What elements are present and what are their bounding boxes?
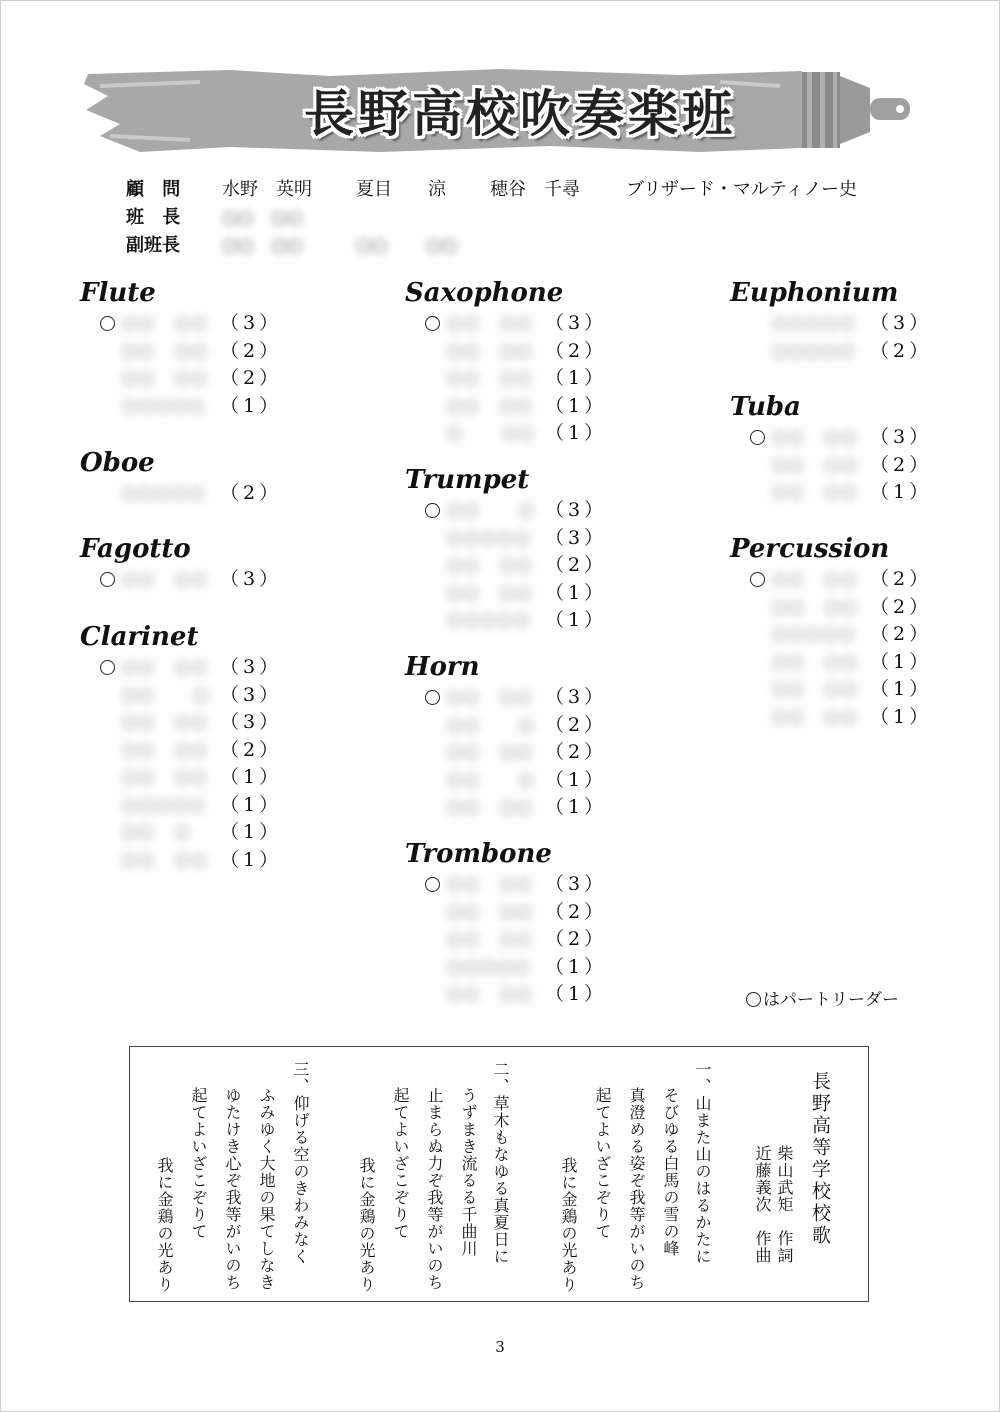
member-grade: （2） [545,928,608,950]
member-grade: （1） [545,983,608,1005]
section-title: Clarinet [80,622,199,652]
member-grade: （2） [220,367,283,389]
member-row [102,654,283,682]
member-row [102,737,283,765]
part-leader-circle-icon [100,660,115,675]
section-oboe [80,446,283,508]
member-name: ○○ ○ [447,769,536,790]
member-grade: （2） [545,554,608,576]
member-row [427,794,608,822]
part-leader-circle-icon [100,572,115,587]
circle-icon [746,992,761,1007]
member-name: ○○ ○○ [122,368,209,388]
section-title: Horn [405,652,480,682]
member-name: ○○ ○○ [772,596,859,617]
member-name: ○○ ○○ [772,679,859,699]
member-row [102,365,283,393]
member-grade: （2） [545,713,608,736]
verse-line: 三、仰げる空のきわみなく [291,1061,310,1265]
advisor-name: 穂谷 千尋 [490,179,580,200]
member-row [102,393,283,421]
page-title: 長野高校吹奏楽班 [304,85,736,143]
member-list [405,684,608,822]
member-row [752,452,933,480]
part-leader-circle-icon [425,316,440,331]
section-euphonium [730,276,933,365]
vice-name: ○○ [356,235,388,256]
member-name: ○○ ○○ [447,901,534,922]
member-list [405,871,608,1009]
legend-text: はパートリーダー [763,990,899,1010]
member-row [427,739,608,767]
member-grade: （1） [870,705,933,728]
section-title: Oboe [80,448,155,478]
member-row [102,764,283,792]
member-grade: （2） [870,595,933,618]
member-row [102,819,283,847]
member-list [80,310,283,420]
member-list [80,566,283,594]
verse-line: 我に金鶏の光あり [357,1157,376,1293]
staff-block [126,176,926,260]
member-row [102,310,283,338]
member-row [427,684,608,712]
member-row [102,847,283,875]
member-grade: （1） [870,481,933,503]
member-grade: （1） [545,394,608,417]
member-grade: （3） [220,568,283,590]
section-clarinet [80,620,283,874]
member-grade: （1） [870,678,933,700]
member-row [102,682,283,710]
member-row [752,566,933,594]
advisor-label: 顧 問 [126,179,187,200]
verse-line: 真澄める姿ぞ我等がいのち [627,1087,646,1291]
verse-line: 二、草木もなゆる真夏日に [491,1061,510,1265]
member-row [427,926,608,954]
member-grade: （3） [870,426,933,448]
verse-line: 我に金鶏の光あり [559,1157,578,1293]
member-name: ○○ ○○ [447,742,534,762]
member-row [427,607,608,635]
advisor-name: 夏目 涼 [356,179,446,200]
member-name: ○○ ○○ [447,368,534,388]
member-list [730,566,933,731]
leader-row [126,204,926,232]
member-list [405,310,608,448]
member-name: ○○ ○○ [447,929,534,949]
member-row [427,310,608,338]
member-row [427,871,608,899]
member-name: ○○○○○ [447,527,532,548]
member-list [80,654,283,874]
section-title: Trombone [405,839,552,869]
verse-line: 我に金鶏の光あり [155,1157,174,1293]
member-name: ○○○○○ [772,340,857,361]
member-list [730,424,933,507]
vice-label: 副班長 [126,235,180,256]
part-leader-circle-icon [425,503,440,518]
member-grade: （1） [220,793,283,816]
member-grade: （1） [870,650,933,673]
verse-line: 起てよいざこぞりて [189,1087,208,1240]
member-row [427,365,608,393]
song-composer: 近藤義次 作曲 [753,1145,772,1264]
member-name: ○○ ○ [122,822,192,842]
member-grade: （2） [870,453,933,476]
verse-line: 止まらぬ力ぞ我等がいのち [425,1087,444,1291]
member-name: ○○ ○○ [772,454,859,475]
member-name: ○○ ○○ [447,555,534,575]
member-name: ○○ ○○ [772,569,859,589]
leader-label: 班 長 [126,207,187,228]
member-row [752,594,933,622]
member-row [427,525,608,553]
member-name: ○○ ○○ [447,874,534,894]
member-grade: （1） [545,768,608,791]
part-leader-circle-icon [425,690,440,705]
member-grade: （1） [220,394,283,417]
member-name: ○○ ○○ [447,582,534,603]
member-grade: （1） [220,766,283,788]
vice-name: ○○ ○○ [222,235,303,256]
section-title: Tuba [730,392,801,422]
verse-line: ふみゆく大地の果てしなき [257,1087,276,1291]
member-grade: （3） [545,526,608,549]
leader-name: ○○ ○○ [222,207,303,228]
member-grade: （2） [870,623,933,645]
member-name: ○○ ○ [122,684,211,705]
member-name: ○○ ○○ [772,482,859,502]
member-grade: （3） [220,312,283,334]
vice-row [126,232,926,260]
member-row [102,338,283,366]
member-grade: （1） [220,848,283,871]
member-name: ○○ ○ [447,714,536,735]
title-banner [80,66,920,154]
member-grade: （1） [545,609,608,631]
member-name: ○○ ○○ [772,706,859,727]
member-name: ○○ ○○ [772,427,859,447]
part-leader-circle-icon [425,877,440,892]
verse-line: 一、山また山のはるかたに [693,1061,712,1265]
member-grade: （1） [545,796,608,818]
member-grade: （1） [220,821,283,843]
section-title: Flute [80,278,156,308]
member-row [427,552,608,580]
vice-name: ○○ [426,235,458,256]
member-row [427,580,608,608]
member-row [752,649,933,677]
verse-line: そびゆる白馬の雪の峰 [661,1087,680,1257]
member-grade: （3） [545,873,608,895]
member-row [427,899,608,927]
member-grade: （2） [545,339,608,362]
member-grade: （3） [545,686,608,708]
member-grade: （1） [545,581,608,604]
member-name: ○○○○○ [447,956,532,977]
member-grade: （1） [545,422,608,444]
member-name: ○○○○○ [772,313,857,333]
school-song-box [129,1046,869,1302]
advisor-row [126,176,926,204]
member-name: ○○ ○○ [122,849,209,870]
song-lyricist: 柴山武矩 作詞 [775,1145,794,1264]
section-title: Euphonium [730,278,899,308]
member-grade: （3） [545,499,608,521]
song-title: 長野高等学校校歌 [809,1071,831,1247]
member-grade: （3） [870,312,933,334]
member-name: ○○ ○○ [122,712,209,732]
member-row [427,338,608,366]
member-name: ○○○○○ [772,624,857,644]
member-row [427,393,608,421]
member-row [102,566,283,594]
member-name: ○○ ○○ [447,340,534,361]
member-row [102,480,283,508]
member-list [730,310,933,365]
member-row [752,704,933,732]
member-name: ○○ ○○ [122,313,209,333]
member-name: ○○○○○ [122,794,207,815]
member-row [427,712,608,740]
section-title: Saxophone [405,278,564,308]
section-title: Trumpet [405,465,530,495]
section-fagotto [80,532,283,594]
part-leader-circle-icon [750,572,765,587]
member-grade: （3） [220,683,283,706]
verse-line: 起てよいざこぞりて [391,1087,410,1240]
part-leader-circle-icon [100,316,115,331]
member-row [427,767,608,795]
section-trumpet [405,463,608,635]
member-row [752,338,933,366]
section-flute [80,276,283,420]
verse-line: うずまき流るる千曲川 [459,1087,478,1257]
legend [746,985,899,1010]
member-row [102,709,283,737]
member-row [427,954,608,982]
member-row [427,497,608,525]
member-row [752,621,933,649]
member-row [752,424,933,452]
section-title: Fagotto [80,534,191,564]
member-list [405,497,608,635]
member-name: ○○ ○○ [447,395,534,416]
member-grade: （2） [220,482,283,504]
member-name: ○○ ○○ [122,657,209,677]
section-percussion [730,532,933,731]
member-grade: （3） [220,656,283,678]
member-name: ○○○○○ [122,483,207,503]
member-name: ○○ ○○ [447,984,534,1004]
section-title: Percussion [730,534,890,564]
member-row [427,981,608,1009]
member-name: ○○ ○○ [122,739,209,760]
member-name: ○○○○○ [122,395,207,416]
member-grade: （3） [545,312,608,334]
section-tuba [730,390,933,507]
member-grade: （1） [545,955,608,978]
member-name: ○ ○○ [447,423,536,443]
member-grade: （1） [545,367,608,389]
page-number: 3 [495,1338,505,1356]
member-grade: （2） [545,900,608,923]
member-row [752,479,933,507]
member-row [427,420,608,448]
member-grade: （2） [870,568,933,590]
member-name: ○○○○○ [447,610,532,630]
member-name: ○○ ○ [447,500,536,520]
member-grade: （2） [870,339,933,362]
member-name: ○○ ○○ [122,340,209,361]
advisor-name: ブリザード・マルティノー史 [626,179,857,200]
member-name: ○○ ○○ [122,767,209,787]
member-name: ○○ ○○ [122,569,209,589]
advisor-name: 水野 英明 [222,179,312,200]
member-grade: （3） [220,711,283,733]
member-name: ○○ ○○ [447,313,534,333]
member-row [102,792,283,820]
member-name: ○○ ○○ [447,687,534,707]
section-horn [405,650,608,822]
section-saxophone [405,276,608,448]
section-trombone [405,837,608,1009]
member-grade: （2） [545,741,608,763]
part-leader-circle-icon [750,430,765,445]
member-grade: （2） [220,339,283,362]
member-row [752,676,933,704]
member-row [752,310,933,338]
member-name: ○○ ○○ [772,651,859,672]
member-grade: （2） [220,738,283,761]
member-name: ○○ ○○ [447,797,534,817]
member-list [80,480,283,508]
verse-line: 起てよいざこぞりて [593,1087,612,1240]
verse-line: ゆたけき心ぞ我等がいのち [223,1087,242,1291]
